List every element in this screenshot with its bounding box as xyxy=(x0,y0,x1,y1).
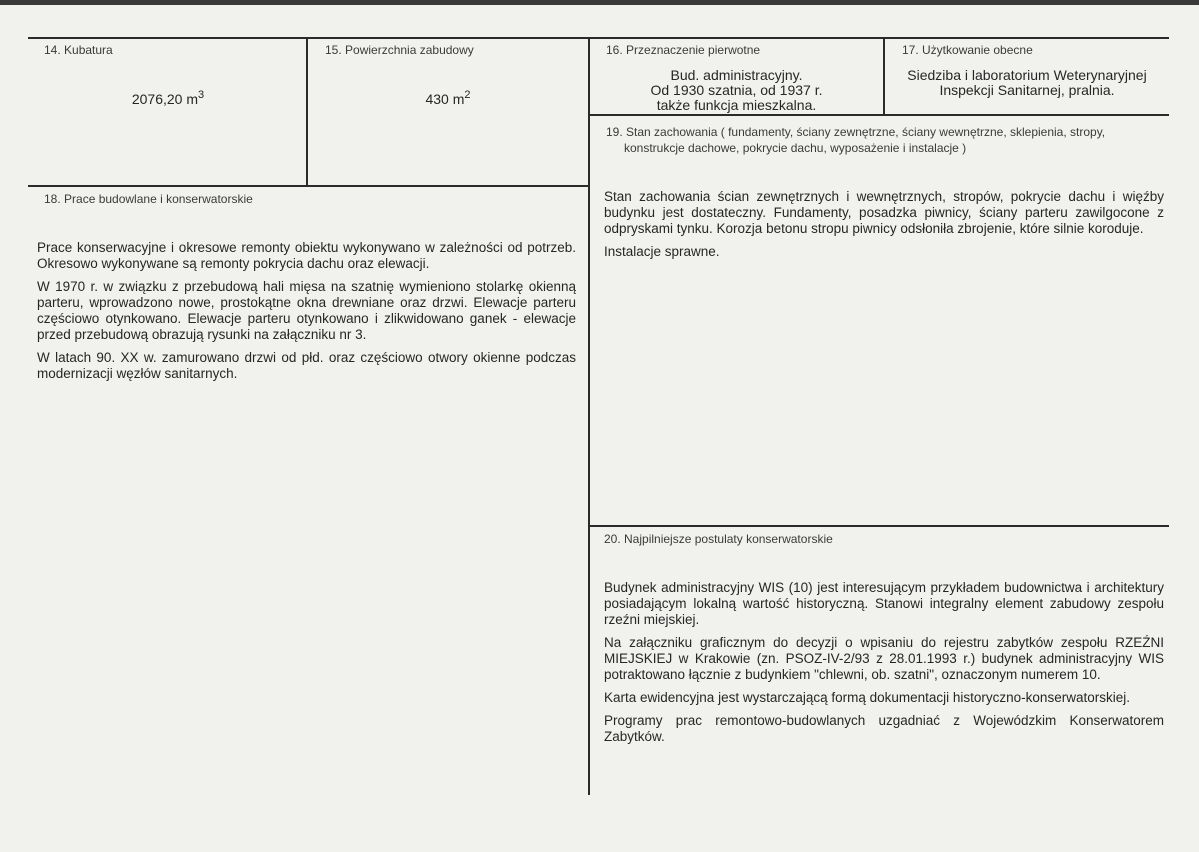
powierzchnia-number: 430 m xyxy=(425,91,465,107)
przeznaczenie-line: także funkcja mieszkalna. xyxy=(656,97,817,113)
rule-19-bottom xyxy=(589,525,1169,527)
powierzchnia-exponent: 2 xyxy=(464,89,471,101)
rule-14-15-bottom xyxy=(28,185,588,187)
uzytkowanie-value xyxy=(885,68,1169,98)
przeznaczenie-line: Od 1930 szatnia, od 1937 r. xyxy=(650,82,823,98)
postulaty-paragraph: Programy prac remontowo-budowlanych uzgadniać z Wojewódzkim Konserwatorem Zabytków. xyxy=(604,713,1164,744)
stan-label-line1: 19. Stan zachowania ( fundamenty, ściany zewnętrzne, ściany wewnętrzne, sklepienia, stropy, xyxy=(606,125,1106,139)
prace-paragraph: Prace konserwacyjne i okresowe remonty obiektu wykonywano w zależności od potrzeb. Okresowo wykonywane są remonty pokrycia dachu oraz elewacji. xyxy=(37,240,576,271)
postulaty-paragraph: Budynek administracyjny WIS (10) jest interesującym przykładem budownictwa i architektury posiadającym lokalną wartość historyczną. Stanowi integralny element zabudowy zespołu rzeźni miejskiej. xyxy=(604,580,1164,627)
stan-paragraph: Stan zachowania ścian zewnętrznych i wewnętrznych, stropów, pokrycie dachu i więźby budynku jest dostateczny. Fundamenty, posadzka piwnicy, ściany parteru zawilgocone z odpryskami tynku. Korozja betonu stropu piwnicy odsłoniła zbrojenie, które silnie koroduje. xyxy=(604,189,1164,236)
stan-label xyxy=(606,124,1166,156)
top-rule-left xyxy=(28,37,588,39)
postulaty-paragraph: Na załączniku graficznym do decyzji o wpisaniu do rejestru zabytków zespołu RZEŹNI MIEJSKIEJ w Krakowie (zn. PSOZ-IV-2/93 z 28.01.1993 r.) budynek administracyjny WIS potraktowano łącznie z budynkiem "chlewni, ob. szatni", oznaczonym numerem 10. xyxy=(604,635,1164,682)
prace-paragraph: W 1970 r. w związku z przebudową hali mięsa na szatnię wymieniono stolarkę okienną parteru, wprowadzono nowe, prostokątne okna drewniane oraz drzwi. Elewacje parteru częściowo otynkowano. Elewacje parteru otynkowano i zlikwidowano ganek - elewacje przed przebudową obrazują rysunki na załączniku nr 3. xyxy=(37,279,576,342)
przeznaczenie-line: Bud. administracyjny. xyxy=(670,67,803,83)
uzytkowanie-label: 17. Użytkowanie obecne xyxy=(902,43,1033,57)
postulaty-paragraph: Karta ewidencyjna jest wystarczającą formą dokumentacji historyczno-konserwatorskiej. xyxy=(604,690,1130,705)
powierzchnia-value xyxy=(308,89,588,107)
stan-label-line2: konstrukcje dachowe, pokrycie dachu, wyposażenie i instalacje ) xyxy=(624,141,967,155)
postulaty-text xyxy=(604,580,1164,752)
divider-main xyxy=(588,37,590,795)
powierzchnia-label: 15. Powierzchnia zabudowy xyxy=(325,43,474,57)
stan-paragraph: Instalacje sprawne. xyxy=(604,244,720,259)
prace-text xyxy=(37,240,576,389)
uzytkowanie-line: Inspekcji Sanitarnej, pralnia. xyxy=(939,82,1115,98)
prace-label: 18. Prace budowlane i konserwatorskie xyxy=(44,192,253,206)
top-edge xyxy=(0,0,1199,5)
postulaty-label: 20. Najpilniejsze postulaty konserwatorskie xyxy=(604,532,833,546)
kubatura-exponent: 3 xyxy=(198,89,205,101)
uzytkowanie-line: Siedziba i laboratorium Weterynaryjnej xyxy=(907,67,1147,83)
prace-paragraph: W latach 90. XX w. zamurowano drzwi od płd. oraz częściowo otwory okienne podczas modernizacji węzłów sanitarnych. xyxy=(37,350,576,381)
divider-14-15 xyxy=(306,37,308,187)
kubatura-label: 14. Kubatura xyxy=(44,43,113,57)
kubatura-number: 2076,20 m xyxy=(131,91,199,107)
stan-text xyxy=(604,189,1164,267)
kubatura-value xyxy=(30,89,306,107)
rule-16-17-bottom xyxy=(589,114,1169,116)
top-rule-right xyxy=(589,37,1169,39)
przeznaczenie-label: 16. Przeznaczenie pierwotne xyxy=(606,43,761,57)
przeznaczenie-value xyxy=(590,68,883,113)
